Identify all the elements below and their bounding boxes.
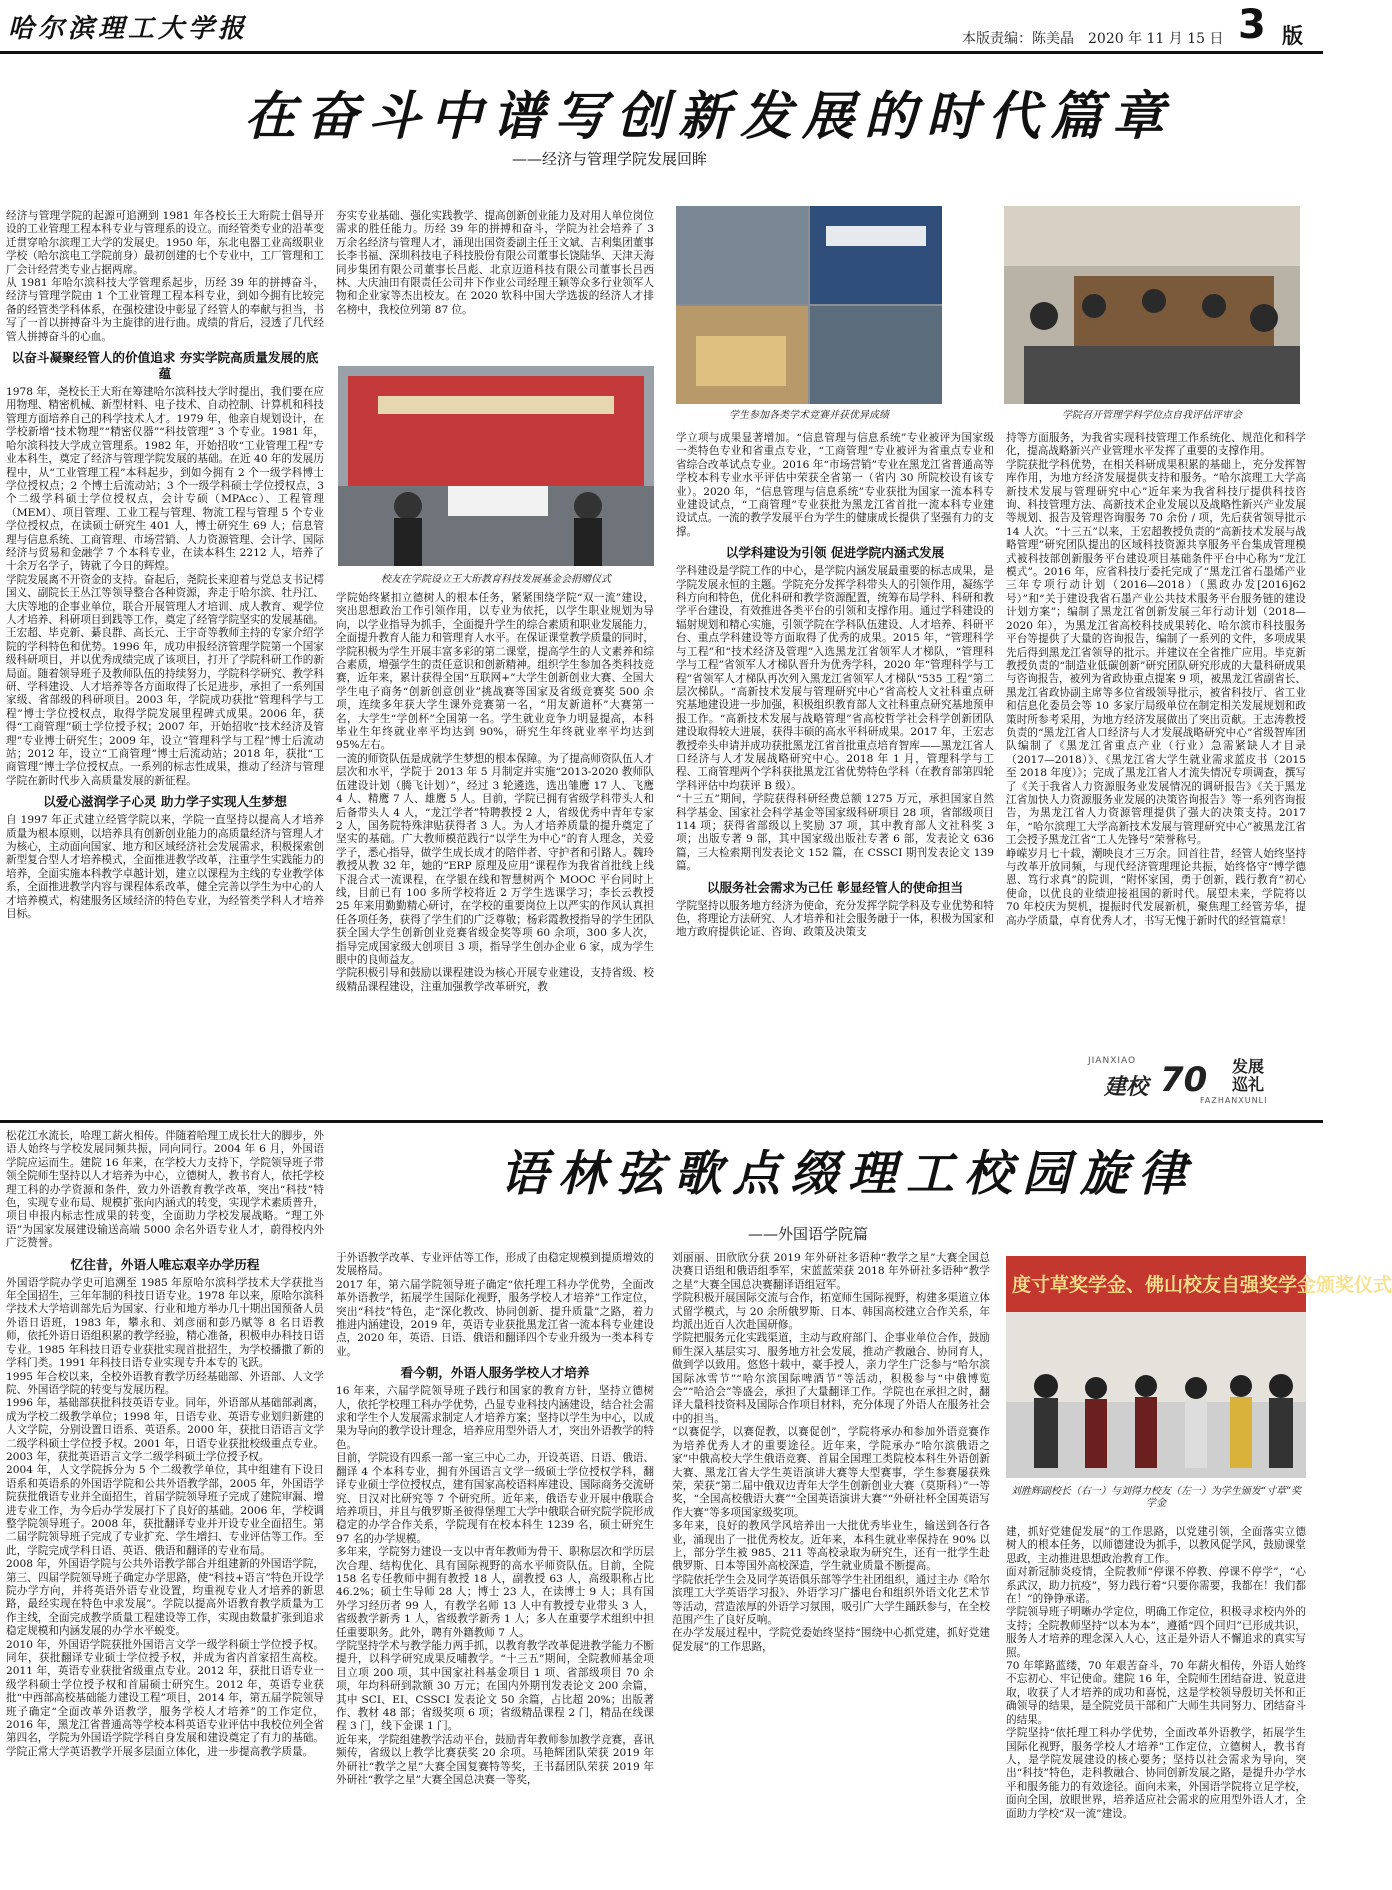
paragraph: 学院积极引导和鼓励以课程建设为核心开展专业建设，支持省级、校级精品课程建设，注重加强教学改革研究，教 — [336, 967, 654, 993]
paragraph: 自 1997 年正式建立经管学院以来，学院一直坚持以提高人才培养质量为根本原则，以培养具有创新创业能力的高质量经济与管理人才为核心，主动面向国家、地方和区域经济社会发展需求，积极探索创新型复合型人才培养模式，全面推进教学改革，注重学生实践能力的培养，全面实施本科教学卓越计划，建立以课程为主线的专业教学体系，全面推进教学内容与课程体系改革，健全完善以学生为中心的人才培养模式，构建服务区域经济的特色专业，为经管类学科人才培养目标。 — [6, 814, 324, 921]
section-heading: 忆往昔，外语人唯忘艰辛办学历程 — [70, 1256, 260, 1272]
article2-subtitle: ——外国语学院篇 — [748, 1225, 869, 1243]
paragraph: 1996 年，基础部获批科技英语专业。同年，外语部从基础部剥离，成为学校二级教学单位；1998 年，日语专业、英语专业划归新建的人文学院，分别设置日语系、英语系。2000 年，获批日语语言文学二级学科硕士学位授予权。2001 年，日语专业获批校级重点专业。2003 年，获批英语语言文学二级学科硕士学位授予权。 — [6, 1397, 324, 1463]
paragraph: 建，抓好党建促发展”的工作思路，以党建引领，全面落实立德树人的根本任务，以师德建设为抓手，以教风促学风，鼓励课堂思政，主动推进思想政治教育工作。 — [1006, 1526, 1306, 1565]
paragraph: 2008 年，外国语学院与公共外语教学部合并组建新的外国语学院，第三、四届学院领导班子确定办学思路，使“科技+语言”特色开设学院办学方向，并将英语外语专业设置，均重视专业人才培养的新思路，最经实现在特色中求发展”。学院以提高外语教育教学质量为工作主线，全面完成教学质量工程建设等工作，实现由数量扩张到追求稳定规模和内涵发展的办学水平蜕变。 — [6, 1558, 324, 1638]
newspaper-masthead: 哈尔滨理工大学报 — [8, 14, 249, 44]
paragraph: 2004 年，人文学院拆分为 5 个二级教学单位，其中组建有下设日语系和英语系的外国语学院和公共外语教学部，2005 年，外国语学院获批俄语专业并全面招生，首届学院领导班子完成了建院审漏、增进专业工作，为今后办学发展打下了良好的基础。2006 年，学校调整学院领导班子。2008 年，获批翻译专业并开设专业全面招生。第二届学院领导班子完成了专业扩充、学生增扫、专业评估等工作。至此，学院完成学科日语、英语、俄语和翻译的专业布局。 — [6, 1464, 324, 1557]
paragraph: 近年来，学院组建教学活动平台，鼓励青年教师参加教学竞赛，喜讯频传，省级以上教学比赛获奖 20 余项。马艳辉团队荣获 2019 年外研社“教学之星”大赛全国复赛特等奖，王书磊团队荣获 2019 年外研社“教学之星”大赛全国总决赛一等奖， — [336, 1733, 654, 1787]
paragraph: 学院依托学生会及同学英语俱乐部等学生社团组织，通过主办《哈尔滨理工大学英语学习报》、外语学习广播电台和组织外语文化艺术节等活动，营造浓厚的外语学习氛围，吸引广大学生踊跃参与，在全校范围产生了良好反响。 — [672, 1573, 990, 1626]
ceremony-banner-text: 度寸草奖学金、佛山校友自强奖学金颁奖仪式 — [1012, 1274, 1392, 1296]
section-heading: 看今朝，外语人服务学校人才培养 — [400, 1365, 590, 1381]
paragraph: 多年来，学院努力建设一支以中青年教师为骨干、职称层次和学历层次合理、结构优化、具有国际视野的高水平师资队伍。目前，全院 158 名专任教师中拥有教授 18 人，副教授 63 人，高级职称占比 46.2%；硕士生导师 28 人；博士 23 人，在读博士 9 人；具有国外学习经历者 99 人，有教学名师 13 人中有教授专业带头 3 人，省级教学新秀 1 人，省级教学新秀 1 人；多人在重要学术组织中担任重要职务。此外，聘有外籍教师 7 人。 — [336, 1546, 654, 1639]
paragraph: “十三五”期间，学院获得科研经费总额 1275 万元，承担国家自然科学基金、国家社会科学基金等国家级科研项目 28 项，省部级项目 114 项；获得省部级以上奖励 37 项，其中教育部人文社科奖 3 项；出版专著 9 部，其中国家级出版社专著 6 部，发表论文 636 篇，三大检索期刊发表论文 152 篇，在 CSSCI 期刊发表论文 139 篇。 — [676, 793, 994, 873]
paragraph: 学院坚持以服务地方经济为使命，充分发挥学院学科及专业优势和特色，将理论方法研究、人才培养和社会服务融于一体，积极为国家和地方政府提供论证、咨询、政策及决策支 — [676, 899, 994, 939]
paragraph: “以赛促学，以赛促教，以赛促创”，学院将承办和参加外语竞赛作为培养优秀人才的重要途径。近年来，学院承办“哈尔滨俄语之家”中俄高校大学生俄语竞赛、首届全国理工类院校本科生外语创新大赛、黑龙江省大学生英语演讲大赛等大型赛事，学生参赛屡获殊荣，荣获“第二届中俄双边青年大学生创新创业大赛（莫斯科）”一等奖，“全国高校俄语大赛”“全国英语演讲大赛”“外研社杯全国英语写作大赛”等多项国家级奖项。 — [672, 1426, 990, 1519]
photo-scholarship-ceremony — [1006, 1256, 1392, 1478]
article1-title: 在奋斗中谱写创新发展的时代篇章 — [244, 86, 1175, 147]
section-heading: 以奋斗凝聚经管人的价值追求 夯实学院高质量发展的底蕴 — [11, 350, 319, 382]
paragraph: 多年来，良好的教风学风培养出一大批优秀毕业生，输送到各行各业，涌现出了一批优秀校友。近年来，本科生就业率保持在 90% 以上，部分学生被 985、211 等高校录取为研究生，还有一批学生赴俄罗斯、日本等国外高校深造，学生就业质量不断提高。 — [672, 1520, 990, 1573]
photo-student-competitions-graphic — [676, 206, 942, 404]
issue-date: 2020 年 11 月 15 日 — [1088, 31, 1224, 47]
paragraph: 学院领导班子明晰办学定位，明确工作定位，积极寻求校内外的支持；全院教师坚持“以本为本”，遵循“四个回归”已形成共识，服务人才培养的理念深入人心，这正是外语人不懈追求的真实写照。 — [1006, 1606, 1306, 1659]
section-heading: 以爱心滋润学子心灵 助力学子实现人生梦想 — [43, 794, 287, 810]
paragraph: 面对新冠肺炎疫情，全院教师“停课不停教、停课不停学”，“心系武汉，助力抗疫”，努力践行着“只要你需要，我都在！我们都在！”的铮铮承诺。 — [1006, 1566, 1306, 1606]
photo-student-competitions — [676, 206, 942, 404]
article1-subtitle: ——经济与管理学院发展回眸 — [512, 150, 708, 168]
photo-donation-ceremony — [338, 366, 654, 566]
article1-column-3 — [676, 432, 994, 1112]
photo-caption: 刘胜辉副校长（右一）与刘得力校友（左一）为学生颁发“寸草”奖学金 — [1010, 1486, 1302, 1509]
paragraph: 学院获批学科优势，在相关科研成果积累的基础上，充分发挥智库作用，为地方经济发展提供支持和服务。“哈尔滨理工大学高新技术发展与管理研究中心”近年来为我省科技厅提供科技咨询、科技管理方法、高新技术企业发展以及战略性新兴产业发展等规划、报告及管理咨询服务 70 余份 / 项，先后获省领导批示 14 人次。“十三五”以来，王宏超教授负责的“高新技术发展与战略管理”研究团队提出的区域科技资源共享服务平台集成管理模式被科技部创新服务平台建设项目基础条件平台中心称为“龙江模式”。2016 年，应省科技厅委托完成了“黑龙江省石墨烯产业三年专项行动计划（2016—2018）（黑政办发[2016]62 号）”和“关于建设我省石墨产业公共技术服务平台服务链的建设计划方案”；编制了黑龙江省创新发展三年行动计划（2018—2020 年），为黑龙江省高校科技成果转化、哈尔滨市科技服务平台等提供了大量的咨询报告，编制了一系列的文件，多项成果先后得到黑龙江省领导的批示。并建议在全省推广应用。毕克新教授负责的“制造业低碳创新”研究团队研究形成的大量科研成果与咨询报告，被列为省政协重点提案 9 项，被黑龙江省副省长、黑龙江省政协副主席等多位省级领导批示，被省科技厅、省工业和信息化委员会等 10 多家厅局级单位在制定相关发展规划和政策时所参考采用，为地方经济发展做出了突出贡献。王志涛教授负责的“黑龙江省人口经济与人才发展战略研究中心”省级智库团队编制了《黑龙江省重点产业（行业）急需紧缺人才目录（2017—2018）》、《黑龙江省大学生就业需求蓝皮书（2015 至 2018 年度）》；完成了黑龙江省人才流失情况专项调查，撰写了《关于我省人力资源服务业发展情况的调研报告》《关于黑龙江省加快人力资源服务业发展的决策咨询报告》等一系列咨询报告，为黑龙江省人力资源管理提供了强大的决策支持。2017 年，“哈尔滨理工大学高新技术发展与管理研究中心”被黑龙江省工会授予黑龙江省“工人先锋号”荣誉称号。 — [1006, 458, 1306, 847]
photo-caption: 学院召开管理学科学位点自我评估评审会 — [1062, 410, 1242, 421]
paragraph: 学立项与成果显著增加。“信息管理与信息系统”专业被评为国家级一类特色专业和省重点专业，“工商管理”专业被评为省重点专业和省综合改革试点专业。2016 年“市场营销”专业在黑龙江省普通高等学校本科专业水平评估中荣获全省第一（省内 30 所院校设有该专业）。2020 年，“信息管理与信息系统”专业获批为国家一流本科专业建设试点，“工商管理”专业获批为黑龙江省首批一流本科专业建设试点。一流的教学发展平台为学生的健康成长提供了坚强有力的支撑。 — [676, 432, 994, 538]
article1-column-2-top — [336, 210, 654, 362]
paragraph: 1978 年，尧校长王大珩在筹建哈尔滨科技大学时提出，我们要在应用物理、精密机械、新型材料、电子技术、自动控制、计算机和科技管理方面培养自己的科学技术人才。1979 年，他亲自规划设计，在学校新增“技术物理”“精密仪器”“科技管理” 3 个专业。1981 年，哈尔滨科技大学成立管理系。1982 年，开始招收“工业管理工程”专业本科生，奠定了经济与管理学院发展的基础。在近 40 年的发展历程中，从“工业管理工程”本科起步，到如今拥有 2 个一级学科博士学位授权点；2 个博士后流动站；3 个一级学科硕士学位授权点，3 个二级学科硕士学位授权点，会计专硕（MPAcc）、工程管理（MEM）、项目管理、工业工程与管理、物流工程与管理 5 个专业学位授权点，在读硕士研究生 401 人，博士研究生 69 人；信息管理与信息系统、工商管理、市场营销、人力资源管理、会计学、国际经济与贸易和金融学 7 个本科专业，在读本科生 2212 人，培养了十余万名学子，铸就了今日的辉煌。 — [6, 386, 324, 573]
logo-jianxiao: 建校 — [1104, 1074, 1149, 1100]
paragraph: 持等方面服务，为我省实现科技管理工作系统化、规范化和科学化，提高战略新兴产业管理水平发挥了重要的支撑作用。 — [1006, 432, 1306, 458]
header-rule — [0, 51, 1323, 54]
section-heading: 以服务社会需求为己任 彰显经管人的使命担当 — [706, 879, 964, 895]
section-heading: 以学科建设为引领 促进学院内涵式发展 — [725, 545, 945, 561]
logo-70: 70 — [1160, 1060, 1208, 1100]
paragraph: 学院积极开展国际交流与合作，拓宽师生国际视野，构建多渠道立体式留学模式，与 20 余所俄罗斯、日本、韩国高校建立合作关系，年均派出近百人次赴国研修。 — [672, 1292, 990, 1332]
paragraph: 学院坚持“依托理工科办学优势，全面改革外语教学，拓展学生国际化视野，服务学校人才培养”工作定位，立德树人，教书育人，是学院发展建设的核心要务；坚持以社会需求为导向，突出“科技”特色，走科教融合、协同创新发展之路，是提升办学水平和服务能力的有效途径。面向未来，外国语学院将立足学校，面向全国，放眼世界，培养适应社会需求的应用型外语人才，全面助力学校“双一流”建设。 — [1006, 1727, 1306, 1820]
photo-evaluation-meeting-graphic — [1004, 206, 1300, 404]
paragraph: 16 年来，六届学院领导班子践行和国家的教育方针，坚持立德树人，依托学校理工科办学优势，凸显专业科技内涵建设，结合社会需求和学生个人发展需求制定人才培养方案；坚持以学生为中心，以成果为导向的教学设计理念，培养应用型外语人才，突出外语教学的特色。 — [336, 1385, 654, 1451]
paragraph: 2010 年，外国语学院获批外国语言文学一级学科硕士学位授予权。同年，获批翻译专业硕士学位授予权，并成为省内首家招生高校。2011 年，英语专业获批省级重点专业。2012 年，获批日语专业一级学科硕士学位授予权和首届硕士研究生。2012 年，英语专业获批“中西部高校基础能力建设工程”项目，2014 年，第五届学院领导班子确定“全面改革外语教学，服务学校人才培养”的工作定位，2016 年，黑龙江省普通高等学校本科英语专业评估中我校位列全省第四名，学院为外国语学院学科自身发展和建设奠定了有力的基础。学院正常大学英语教学开展多层面立体化，进一步提高教学质量。 — [6, 1638, 324, 1758]
photo-evaluation-meeting — [1004, 206, 1300, 404]
section-divider — [0, 1120, 1323, 1123]
paragraph: 学院始终紧扣立德树人的根本任务，紧紧围绕学院“双一流”建设，突出思想政治工作引领作用，以专业为依托，以学生职业规划为导向，以学业指导为抓手，全面提升学生的综合素质和职业发展能力，全面提升教育人能力和管理育人水平。在保证课堂教学质量的同时，学院积极为学生开展丰富多彩的第二课堂，提高学生的人文素养和综合素质，增强学生的责任意识和创新精神。组织学生参加各类科技竞赛，近年来，累计获得全国“互联网+”大学生创新创业大赛、全国大学生电子商务“创新创意创业”挑战赛等国家及省级竞赛奖 500 余项，连续多年获大学生课外竞赛第一名，“用友新道杯”大赛第一名，大学生“学创杯”全国第一名。学生就业竞争力明显提高，本科毕业生年终就业率平均达到 90%，研究生年终就业率平均达到 95%左右。 — [336, 592, 654, 752]
article2-column-1 — [6, 1130, 324, 1886]
article2-title: 语林弦歌点缀理工校园旋律 — [500, 1146, 1197, 1202]
article2-column-4 — [1006, 1526, 1306, 1886]
paragraph: 学科建设是学院工作的中心，是学院内涵发展最重要的标志成果，是学院发展永恒的主题。学院充分发挥学科带头人的引领作用，凝练学科方向和特色，优化科研和教学资源配置，统筹布局学科、科研和教学平台建设，有效推进各类平台的引领和支撑作用。通过学科建设的辐射规划和精心实施，引领学院在学科队伍建设、人才培养、科研平台、重点学科建设等方面取得了优秀的成果。2015 年，“管理科学与工程”和“技术经济及管理”入选黑龙江省领军人才梯队，“管理科学与工程”省领军人才梯队晋升为优秀学科，2020 年“管理科学与工程”省领军人才梯队再次列入黑龙江省领军人才梯队“535 工程”第二层次梯队。“高新技术发展与管理研究中心”省高校人文社科重点研究基地建设进一步加强，积极组织教育部人文社科重点研究基地预申报工作。“高新技术发展与战略管理”省高校哲学社会科学创新团队建设取得较大进展，获得丰硕的高水平科研成果。2017 年，王宏志教授牵头申请并成功获批黑龙江省首批重点培育智库——黑龙江省人口经济与人才发展战略研究中心。2018 年 1 月，管理科学与工程、工商管理两个学科获批黑龙江省优势特色学科（在教育部第四轮学科评估中均获评 B 级）。 — [676, 565, 994, 792]
photo-donation-ceremony-graphic — [338, 366, 654, 566]
logo-pinyin-bottom: FAZHANXUNLI — [1200, 1096, 1268, 1105]
photo-caption: 学生参加各类学术竞赛并获优异成绩 — [729, 410, 889, 421]
paragraph: 经济与管理学院的起源可追溯到 1981 年各校长王大珩院士倡导开设的工业管理工程本科专业与管理系的设立。而经管类专业的沿革变迁贯穿哈尔滨理工大学的发展史。1950 年，东北电器工业高级职业学校（哈尔滨电工学院前身）最初创建的七个专业中，工厂管理和工厂会计经营类专业占据两席。 — [6, 210, 324, 276]
logo-fazhan: 发展巡礼 — [1232, 1057, 1265, 1094]
paragraph: 外国语学院办学史可追溯至 1985 年原哈尔滨科学技术大学获批当年全国招生，三年年制的科技日语专业。1978 年以来，原哈尔滨科学技术大学培训部先后为国家、行业和地方举办几十期出国预备人员外语日语班，1983 年，攀永和、刘彦丽和彭乃赋等 8 名日语教师，依托外语日语组积累的教学经验，精心准备，积极申办科技日语专业。1985 年科技日语专业获批实现首批招生，为学校播撒了新的学科门类。1991 年科技日语专业实现专升本专的飞跃。 — [6, 1276, 324, 1370]
logo-pinyin-top: JIANXIAO — [1088, 1056, 1137, 1066]
anniversary-logo — [1080, 1050, 1300, 1110]
page-number: 3 — [1238, 2, 1266, 48]
paragraph: 一流的师资队伍是成就学生梦想的根本保障。为了提高师资队伍人才层次和水平，学院于 2013 年 5 月制定并实施“2013-2020 教师队伍建设计划（腾飞计划）”，经过 3 轮遴选，选出雏鹰 17 人、飞鹰 4 人、精鹰 7 人、雄鹰 5 人。目前，学院已拥有省级学科带头人和后备带头人 4 人，“龙江学者”特聘教授 2 人，省级优秀中青年专家 2 人，国务院特殊津贴获得者 3 人。为人才培养质量的提升奠定了坚实的基础。广大教师模范践行“以学生为中心”的育人理念，关爱学子，悉心指导，做学生成长成才的陪伴者、守护者和引路人。魏玲教授从教 32 年，她的“ERP 原理及应用”课程作为我省首批线上线下混合式一流课程，在学银在线和智慧树两个 MOOC 平台同时上线，目前已有 100 多所学校将近 2 万学生选课学习；李长云教授 25 年来用勤勤精心研讨，在学校的重要岗位上以严实的作风认真担任各项任务，获得了学生们的广泛尊敬；杨彩霞教授指导的学生团队获全国大学生创新创业竞赛省级金奖等项 60 余项，300 多人次，指导完成国家级大创项目 3 项，指导学生创办企业 6 家，成为学生眼中的良师益友。 — [336, 752, 654, 966]
article1-column-1 — [6, 210, 324, 1110]
paragraph: 2017 年，第六届学院领导班子确定“依托理工科办学优势，全面改革外语教学，拓展学生国际化视野，服务学校人才培养”工作定位，突出“科技”特色，走“深化教改、协同创新、提升质量”之路，着力推进内涵建设，2019 年，英语专业获批黑龙江省一流本科专业建设点，2020 年，英语、日语、俄语和翻译四个专业升级为一类本科专业。 — [336, 1278, 654, 1358]
paragraph: 从 1981 年哈尔滨科技大学管理系起步，历经 39 年的拼搏奋斗，经济与管理学院由 1 个工业管理工程本科专业，到如今拥有比较完备的经管类学科体系，在强校建设中彰显了经管人的奉献与担当，书写了一首以拼搏奋斗为主旋律的进行曲。成绩的背后，浸透了几代经管人拼搏奋斗的心血。 — [6, 277, 324, 343]
paragraph: 1995 年合校以来，全校外语教育教学历经基础部、外语部、人文学院、外国语学院的转变与发展历程。 — [6, 1370, 324, 1396]
article2-column-3 — [672, 1252, 990, 1886]
article1-column-4 — [1006, 432, 1306, 1044]
paragraph: 目前，学院设有四系一部一室三中心二办，开设英语、日语、俄语、翻译 4 个本科专业，拥有外国语言文学一级硕士学位授权学科，翻译专业硕士学位授权点，建有国家高校语料库建设、国际商务交流研究、日汉对比研究等 7 个研究所。近年来，俄语专业开展中俄联合培养项目，并且与俄罗斯圣彼得堡理工大学中俄联合研究院学院形成稳定的办学合作关系，学院现有在校本科生 1239 名，硕士研究生 97 名的办学规模。 — [336, 1452, 654, 1545]
paragraph: 夯实专业基础、强化实践教学、提高创新创业能力及对用人单位岗位需求的胜任能力。历经 39 年的拼搏和奋斗，学院为社会培养了 3 万余名经济与管理人才，涌现出国资委副主任王文斌、吉利集团董事长李书福、深圳科技电子科技股份有限公司董事长饶陆华、天津天海同步集团有限公司董事长吕彪、北京迈道科技有限公司董事长吕西林、大庆油田有限责任公司井下作业公司经理王颖等众多行业领军人物和企业家等杰出校友。在 2020 软科中国大学选拔的经济人才排名榜中，我校位列第 87 位。 — [336, 210, 654, 316]
article2-column-2 — [336, 1252, 654, 1886]
paragraph: 在办学发展过程中，学院党委始终坚持“围绕中心抓党建，抓好党建促发展”的工作思路， — [672, 1627, 990, 1653]
paragraph: 学院把服务元化实践渠道，主动与政府部门、企事业单位合作，鼓励师生深入基层实习、服务地方社会发展，推动产教融合、协同育人，做到学以致用。悠悠十载中，豪手授人，亲力学生广泛参与“哈尔滨国际冰雪节”“哈尔滨国际啤酒节”等活动，积极参与“中俄博览会”“哈洽会”等盛会，承担了大量翻译工作。学院也在承担之时，翻译大量科技资料及国际合作项目材料，充分体现了外语人在服务社会中的担当。 — [672, 1332, 990, 1425]
paragraph: 学院坚持学术与教学能力两手抓，以教育教学改革促进教学能力不断提升，以科学研究成果反哺教学。“十三五”期间，全院教师基金项目立项 200 项，其中国家社科基金项目 1 项、省部级项目 70 余项，年均科研到款额 30 万元；在国内外期刊发表论文 200 余篇，其中 SCI、EI、CSSCI 发表论文 50 余篇，占比超 20%；出版著作、教材 48 部；省级奖项 6 项；省级精品课程 2 门，精品在线课程 3 门，线下金课 1 门。 — [336, 1639, 654, 1733]
page-editor: 本版责编：陈美晶 — [962, 31, 1074, 47]
article1-column-2-bottom — [336, 592, 654, 1110]
paragraph: 70 年筚路蓝缕，70 年艰苦奋斗，70 年薪火相传，外语人始终不忘初心、牢记使命。建院 16 年，全院师生团结奋进、锐意进取，收获了人才培养的成功和喜悦，这是学校领导殷切关怀和正确领导的结果，是全院党员干部和广大师生共同努力、团结奋斗的结果。 — [1006, 1660, 1306, 1726]
paragraph: 于外语教学改革、专业评估等工作，形成了由稳定规模到提质增效的发展格局。 — [336, 1252, 654, 1278]
page-number-suffix: 版 — [1282, 23, 1303, 48]
paragraph: 刘丽丽、田欣欣分获 2019 年外研社多语种“教学之星”大赛全国总决赛日语组和俄语组季军，宋蓝蓝荣获 2018 年外研社多语种“教学之星”大赛全国总决赛翻译语组冠军。 — [672, 1252, 990, 1291]
paragraph: 学院发展离不开资金的支持。奋起后，尧院长来迎着与党总支书记樗国义、副院长王丛江等领导整合各种资源，奔走于哈尔滨、牡丹江、大庆等地的企事业单位，联合开展管理人才培训、成人教育、观学位人才培养、科研项目到践等工作，奠定了经管学院坚实的发展基础。王宏超、毕克新、綦良群、高长元、王宇奇等教师主持的专家介绍学院的学科特色和优势。1996 年，成功申报经济管理学院第一个国家级科研项目，并以优秀成绩完成了该项目，打开了学院科研工作的新局面。随着领导班子及教师队伍的持续努力，学院科学研究、教学科研、学科建设、人才培养等各方面取得了长足进步，承担了一系列国家级、省部级的科研项目。2003 年，学院成功获批“管理科学与工程”博士学位授权点，取得学院发展里程碑式成果。2006 年，获得“工商管理”硕士学位授予权；2007 年，开始招收“技术经济及管理”专业博士研究生；2009 年，设立“管理科学与工程”博士后流动站；2012 年，设立“工商管理”博士后流动站；2018 年，获批“工商管理”博士学位授权点。一系列的标志性成果，推动了经济与管理学院在新时代步入高质量发展的新征程。 — [6, 573, 324, 787]
photo-caption: 校友在学院设立王大珩教育科技发展基金会捐赠仪式 — [381, 574, 611, 585]
paragraph: 松花江水流长，哈理工薪火相传。伴随着哈理工成长壮大的脚步，外语人始终与学校发展同频共振，同向同行。2004 年 6 月，外国语学院应运而生。建院 16 年来，在学校大力支持下，学院领导班子带领全院师生坚持以人才培养为中心，立德树人，教书育人，依托学校理工科的办学资源和条件，致力外语教育教学改革，突出“科技”特色，实现专业布局、规模扩张向内涵式的转变，实现学术素质普升，项目申报内标志性成果的转变，全面助力学校发展战略。“理工外语”为国家发展建设输送高端 5000 余名外语专业人才，蔚得校内外广泛赞誉。 — [6, 1130, 324, 1250]
paragraph: 峥嵘岁月七十载，潮映良才三万余。回首往昔，经管人始终坚持与改革开放同频，与现代经济管理理论共振，始终恪守“博学德恩、笃行求真”的院训，“附怀家国，勇于创新，践行教育”初心使命，以优良的业绩迎接祖国的新时代。展望未来，学院将以 70 年校庆为契机，提振时代发展新机，聚焦理工经管芳华，提高办学质量，卓育优秀人才，书写无愧于新时代的经管篇章！ — [1006, 847, 1306, 927]
